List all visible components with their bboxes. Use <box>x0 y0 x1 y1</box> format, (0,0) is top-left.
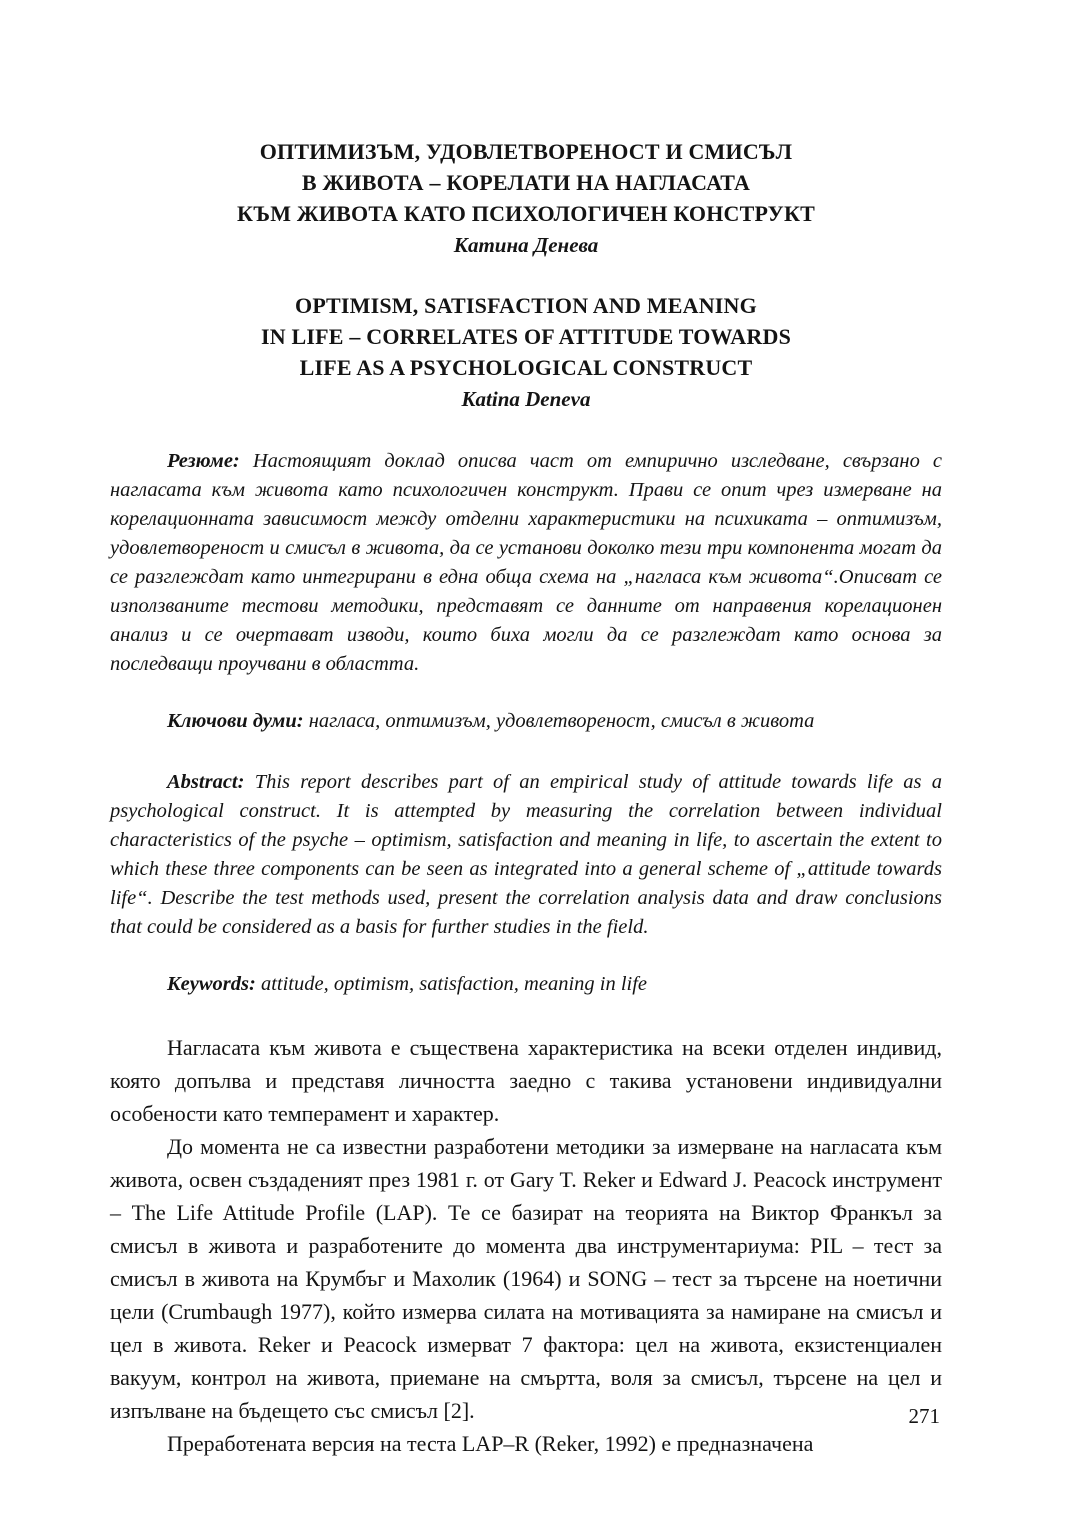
keywords-en-label: Keywords: <box>167 973 256 995</box>
title-bg-line-1: ОПТИМИЗЪМ, УДОВЛЕТВОРЕНОСТ И СМИСЪЛ <box>259 139 793 164</box>
keywords-bg-text: нагласа, оптимизъм, удовлетвореност, смисъл в живота <box>303 710 815 732</box>
keywords-en-text: attitude, optimism, satisfaction, meaning in life <box>255 973 648 995</box>
body-text <box>110 1031 942 1460</box>
title-en-line-2: IN LIFE – CORRELATES OF ATTITUDE TOWARDS <box>260 324 792 349</box>
body-paragraph-2: До момента не са известни разработени методики за измерване на нагласата към живота, освен създаденият през 1981 г. от Gary T. Reker и Edward J. Peacock инструмент – The Life Attitude Profile (LAP). Те се базират на теорията на Виктор Франкъл за смисъл в живота и разработените до момента два инструментариума: PIL – тест за смисъл в живота на Крумбъг и Махолик (1964) и SONG – тест за търсене на ноетични цели (Crumbaugh 1977), който измерва силата на мотивацията за намиране на смисъл и цел в живота. Reker и Peacock измерват 7 фактора: цел на живота, екзистенциален вакуум, контрол на живота, приемане на смъртта, воля за смисъл, търсене на цел и изпълване на бъдещето със смисъл [2]. <box>110 1134 942 1423</box>
author-bulgarian: Катина Денева <box>453 233 599 257</box>
keywords-bg-label: Ключови думи: <box>167 710 304 732</box>
page-number: 271 <box>908 1404 940 1428</box>
title-bg-line-2: В ЖИВОТА – КОРЕЛАТИ НА НАГЛАСАТА <box>301 170 751 195</box>
keywords-bulgarian <box>110 707 942 736</box>
keywords-english <box>110 970 942 999</box>
title-bg-line-3: КЪМ ЖИВОТА КАТО ПСИХОЛОГИЧЕН КОНСТРУКТ <box>237 201 815 226</box>
abstract-bulgarian <box>110 447 942 679</box>
abstract-bg-label: Резюме: <box>167 450 240 472</box>
title-english <box>110 290 942 415</box>
abstract-bg-text: Настоящият доклад описва част от емпирично изследване, свързано с нагласата към живота като психологичен конструкт. Прави се опит чрез измерване на корелационната зависимост между отделни характеристики на психиката – оптимизъм, удовлетвореност и смисъл в живота, да се установи доколко тези три компонента могат да се разглеждат като интегрирани в една обща схема на „нагласа към живота“.Описват се използваните тестови методики, представят се данните от направения корелационен анализ и се очертават изводи, които биха могли да се разглеждат като основа за последващи проучвани в областта. <box>110 450 942 675</box>
abstract-english <box>110 768 942 942</box>
body-paragraph-3: Преработената версия на теста LAP–R (Reker, 1992) е предназначена <box>167 1431 814 1456</box>
title-bulgarian <box>110 136 942 261</box>
body-paragraph-1: Нагласата към живота е съществена характеристика на всеки отделен индивид, която допълва и представя личността заедно с такива установени индивидуални особености като темперамент и характер. <box>110 1035 942 1126</box>
title-en-line-3: LIFE AS A PSYCHOLOGICAL CONSTRUCT <box>299 355 753 380</box>
title-en-line-1: OPTIMISM, SATISFACTION AND MEANING <box>295 293 757 318</box>
abstract-en-text: This report describes part of an empirical study of attitude towards life as a psychological construct. It is attempted by measuring the correlation between individual characteristics of the psyche – optimism, satisfaction and meaning in life, to ascertain the extent to which these three components can be seen as integrated into a general scheme of „attitude towards life“. Describe the test methods used, present the correlation analysis data and draw conclusions that could be considered as a basis for further studies in the field. <box>110 771 942 938</box>
author-english: Katina Deneva <box>461 387 591 411</box>
abstract-en-label: Abstract: <box>167 771 245 793</box>
